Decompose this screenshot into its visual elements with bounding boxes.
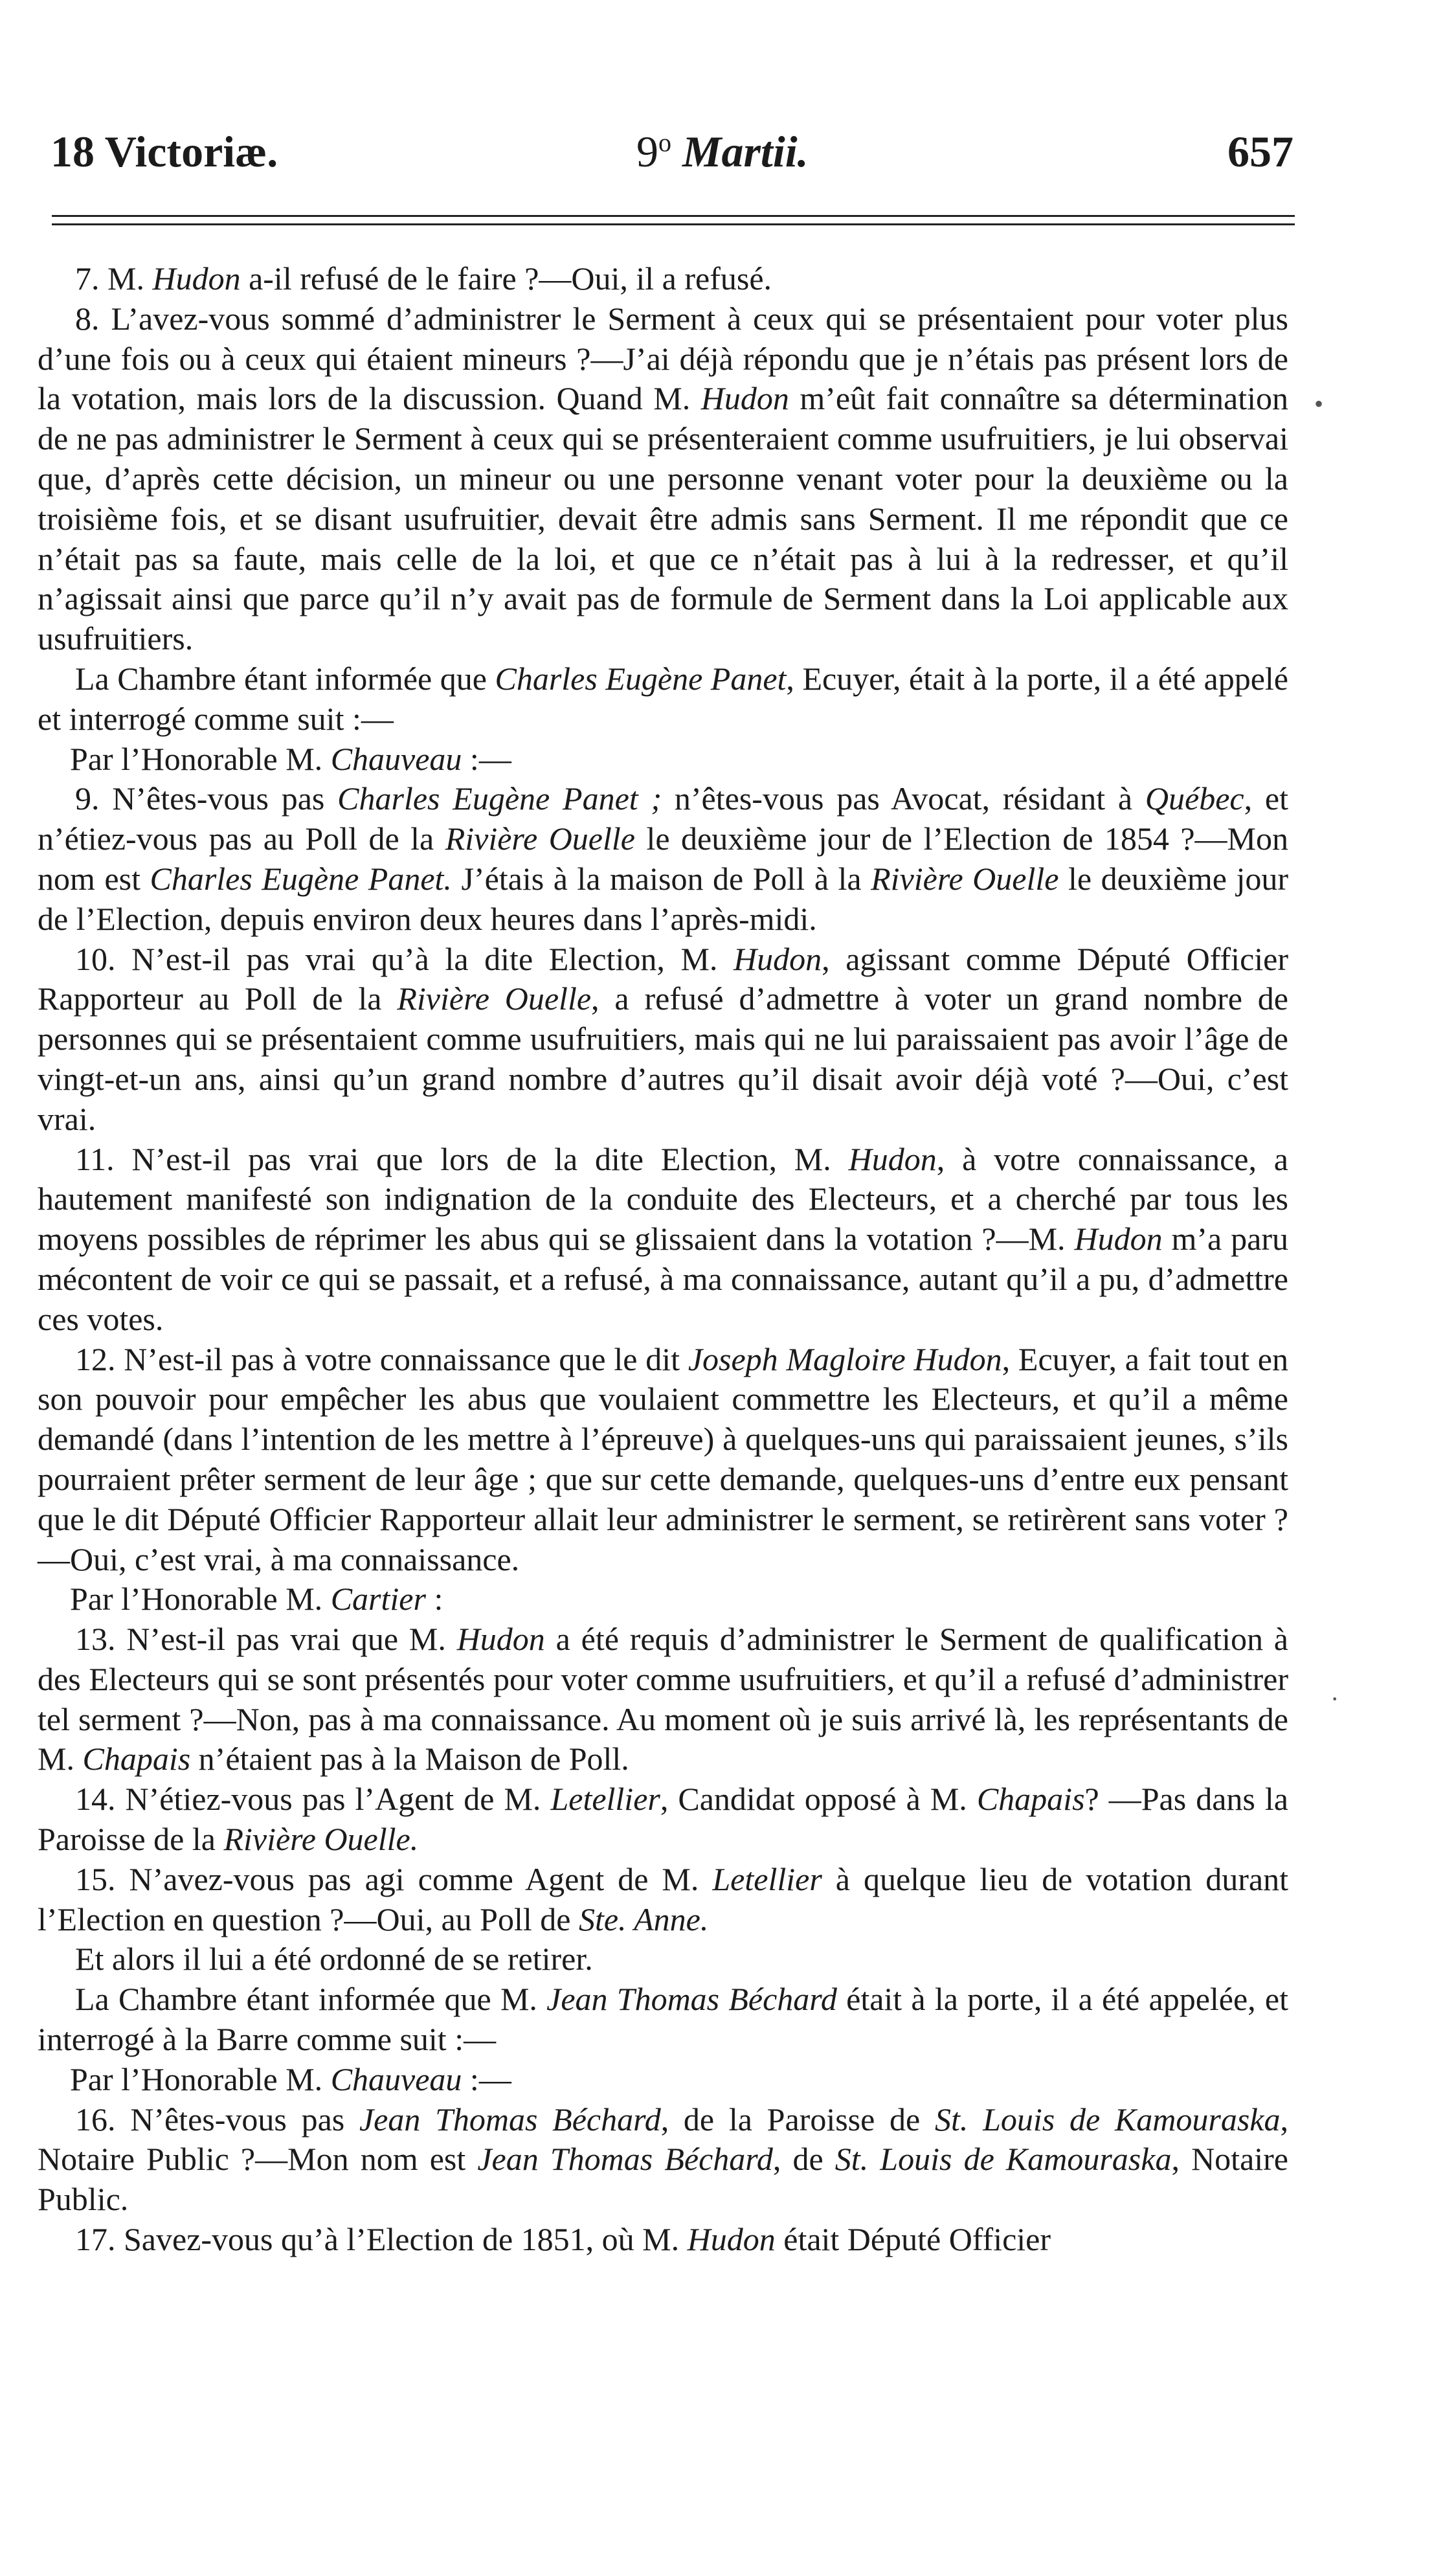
italic-name: Chauveau [330, 740, 462, 777]
italic-name: Chapais [976, 1781, 1085, 1818]
margin-speck: • [1314, 389, 1324, 418]
testimony-question [38, 1619, 1288, 1779]
header-date-month: Martii. [682, 127, 809, 176]
italic-name: Jean Thomas Béchard [359, 2101, 661, 2138]
header-rule-bottom [52, 223, 1295, 225]
italic-name: Québec [1145, 780, 1244, 817]
italic-name: Rivière Ouelle [397, 980, 592, 1017]
italic-name: Chapais [82, 1741, 191, 1777]
text-run: , a refusé d’admettre à voter un grand nombre de personnes qui se présentaient comme usufruitiers, mais qui ne lui paraissaient pas avoir l’âge de vingt-et-un ans, ainsi qu’un grand nombre d’autres qu’il disait avoir déjà voté ?—Oui, c’est vrai. [38, 980, 1288, 1137]
header-date [636, 126, 809, 177]
italic-name: Charles Eugène Panet ; [337, 780, 662, 817]
italic-name: Letellier [712, 1860, 822, 1897]
text-run: Par l’Honorable M. [70, 740, 331, 777]
text-run: était Député Officier [775, 2221, 1051, 2258]
italic-name: St. Louis de Kamouraska [934, 2101, 1281, 2138]
text-run: , Ecuyer, était à la porte, il a été appelé et interrogé comme suit :— [38, 660, 1288, 737]
examiner-byline [38, 1579, 1288, 1619]
text-run: La Chambre étant informée que M. [75, 1981, 547, 2018]
text-run: : [425, 1581, 443, 1618]
text-run: a-il refusé de le faire ?—Oui, il a refusé. [240, 260, 772, 297]
text-run: Par l’Honorable M. [70, 1581, 331, 1618]
header-date-number: 9 [636, 127, 658, 176]
text-run: , Notaire Public. [38, 2141, 1288, 2218]
text-run: 15. N’avez-vous pas agi comme Agent de M. [75, 1860, 713, 1897]
running-header [50, 126, 1294, 185]
narrative-paragraph [38, 659, 1288, 739]
italic-name: Hudon [152, 260, 241, 297]
italic-name: Rivière Ouelle [445, 820, 635, 857]
italic-name: Hudon [456, 1621, 545, 1658]
text-run: le deuxième jour de l’Election de 1854 ?—Mon nom est [38, 820, 1288, 897]
text-run: , et n’étiez-vous pas au Poll de la [38, 780, 1288, 857]
text-run: :— [462, 2060, 511, 2097]
text-run: 16. N’êtes-vous pas [75, 2101, 359, 2138]
narrative-paragraph [38, 1980, 1288, 2060]
text-run: , agissant comme Député Officier Rapporteur au Poll de la [38, 940, 1288, 1017]
text-run: , de [772, 2141, 835, 2178]
italic-name: Charles Eugène Panet. [150, 860, 452, 897]
text-run: 12. N’est-il pas à votre connaissance que le dit [75, 1340, 688, 1377]
text-run: 11. N’est-il pas vrai que lors de la dite Election, M. [75, 1140, 849, 1177]
text-run: n’êtes-vous pas Avocat, résidant à [662, 780, 1145, 817]
text-run: , à votre connaissance, a hautement manifesté son indignation de la conduite des Electeurs, et a cherché par tous les moyens possibles de réprimer les abus qui se glissaient dans la votation ?—M. [38, 1140, 1288, 1258]
italic-name: Jean Thomas Béchard [546, 1981, 837, 2018]
italic-name: Cartier [330, 1581, 426, 1618]
text-run: ? —Pas dans la Paroisse de la [38, 1781, 1288, 1858]
italic-name: St. Louis de Kamouraska [834, 2141, 1172, 2178]
testimony-question [38, 2100, 1288, 2220]
text-run: , de la Paroisse de [660, 2101, 935, 2138]
testimony-question [38, 1140, 1288, 1340]
testimony-question [38, 259, 1288, 299]
examiner-byline [38, 739, 1288, 780]
text-run: 10. N’est-il pas vrai qu’à la dite Election, M. [75, 940, 734, 977]
italic-name: Hudon [700, 380, 789, 417]
examiner-byline [38, 2060, 1288, 2100]
margin-speck: · [1330, 1684, 1339, 1713]
italic-name: Rivière Ouelle. [223, 1821, 419, 1858]
text-run: :— [462, 740, 511, 777]
italic-name: Chauveau [330, 2060, 462, 2097]
italic-name: Charles Eugène Panet [495, 660, 787, 697]
testimony-question [38, 1779, 1288, 1860]
italic-name: Jean Thomas Béchard [477, 2141, 773, 2178]
text-run: J’étais à la maison de Poll à la [451, 860, 871, 897]
italic-name: Joseph Magloire Hudon [688, 1340, 1002, 1377]
text-run: 14. N’étiez-vous pas l’Agent de M. [75, 1781, 551, 1818]
header-regnal-year: 18 Victoriæ. [50, 127, 278, 176]
text-run: m’eût fait connaître sa détermination de ne pas administrer le Serment à ceux qui se présenteraient comme usufruitiers, je lui observai que, d’après cette décision, un mineur ou une personne venant voter pour la deuxième ou la troisième fois, et se disant usufruitier, devait être admis sans Serment. Il me répondit que ce n’était pas sa faute, mais celle de la loi, et que ce n’était pas à lui à la redresser, et qu’il n’agissait ainsi que parce qu’il n’y avait pas de formule de Serment dans la Loi applicable aux usufruitiers. [38, 380, 1288, 657]
text-run: le deuxième jour de l’Election, depuis environ deux heures dans l’après-midi. [38, 860, 1289, 937]
text-run: m’a paru mécontent de voir ce qui se passait, et a refusé, à ma connaissance, autant qu’il a pu, d’admettre ces votes. [38, 1221, 1289, 1337]
page-number: 657 [1227, 127, 1294, 176]
text-run: , Notaire Public ?—Mon nom est [38, 2101, 1288, 2178]
testimony-question [38, 299, 1288, 659]
italic-name: Ste. Anne. [578, 1901, 709, 1937]
italic-name: Letellier [550, 1781, 660, 1818]
text-run: 13. N’est-il pas vrai que M. [75, 1621, 457, 1658]
text-run: La Chambre étant informée que [75, 660, 495, 697]
italic-name: Rivière Ouelle [871, 860, 1059, 897]
italic-name: Hudon [734, 940, 822, 977]
text-run: 8. L’avez-vous sommé d’administrer le Serment à ceux qui se présentaient pour voter plus d’une fois ou à ceux qui étaient mineurs ?—J’ai déjà répondu que je n’étais pas présent lors de la votation, mais lors de la discussion. Quand M. [38, 300, 1288, 417]
text-run: 9. N’êtes-vous pas [75, 780, 338, 817]
text-run: , Ecuyer, a fait tout en son pouvoir pour empêcher les abus que voulaient commettre les Electeurs, et qu’il a même demandé (dans l’intention de les mettre à l’épreuve) à quelques-uns qui paraissaient jeunes, s’ils pourraient prêter serment de leur âge ; que sur cette demande, quelques-uns d’entre eux pensant que le dit Député Officier Rapporteur allait leur administrer le serment, se retirèrent sans voter ?—Oui, c’est vrai, à ma connaissance. [38, 1340, 1288, 1577]
text-run: Par l’Honorable M. [70, 2060, 331, 2097]
header-date-ordinal: o [658, 128, 671, 157]
text-run: a été requis d’administrer le Serment de qualification à des Electeurs qui se sont présentés pour voter comme usufruitiers, et qu’il a refusé d’administrer tel serment ?—Non, pas à ma connaissance. Au moment où je suis arrivé là, les représentants de M. [38, 1621, 1288, 1777]
testimony-question [38, 940, 1288, 1140]
testimony-question [38, 1860, 1288, 1940]
text-run: , Candidat opposé à M. [660, 1781, 977, 1818]
header-rule-top [52, 215, 1295, 217]
narrative-paragraph [38, 1939, 1288, 1980]
italic-name: Hudon [848, 1140, 937, 1177]
italic-name: Hudon [1074, 1221, 1163, 1258]
testimony-question [38, 2220, 1288, 2260]
body-text [38, 259, 1288, 2260]
testimony-question [38, 779, 1288, 939]
text-run: n’étaient pas à la Maison de Poll. [190, 1741, 629, 1777]
text-run: Et alors il lui a été ordonné de se retirer. [75, 1941, 593, 1978]
text-run: était à la porte, il a été appelée, et interrogé à la Barre comme suit :— [38, 1981, 1288, 2058]
text-run: 7. M. [75, 260, 153, 297]
testimony-question [38, 1340, 1288, 1580]
text-run: à quelque lieu de votation durant l’Election en question ?—Oui, au Poll de [38, 1860, 1288, 1937]
italic-name: Hudon [687, 2221, 776, 2258]
text-run: 17. Savez-vous qu’à l’Election de 1851, où M. [75, 2221, 688, 2258]
